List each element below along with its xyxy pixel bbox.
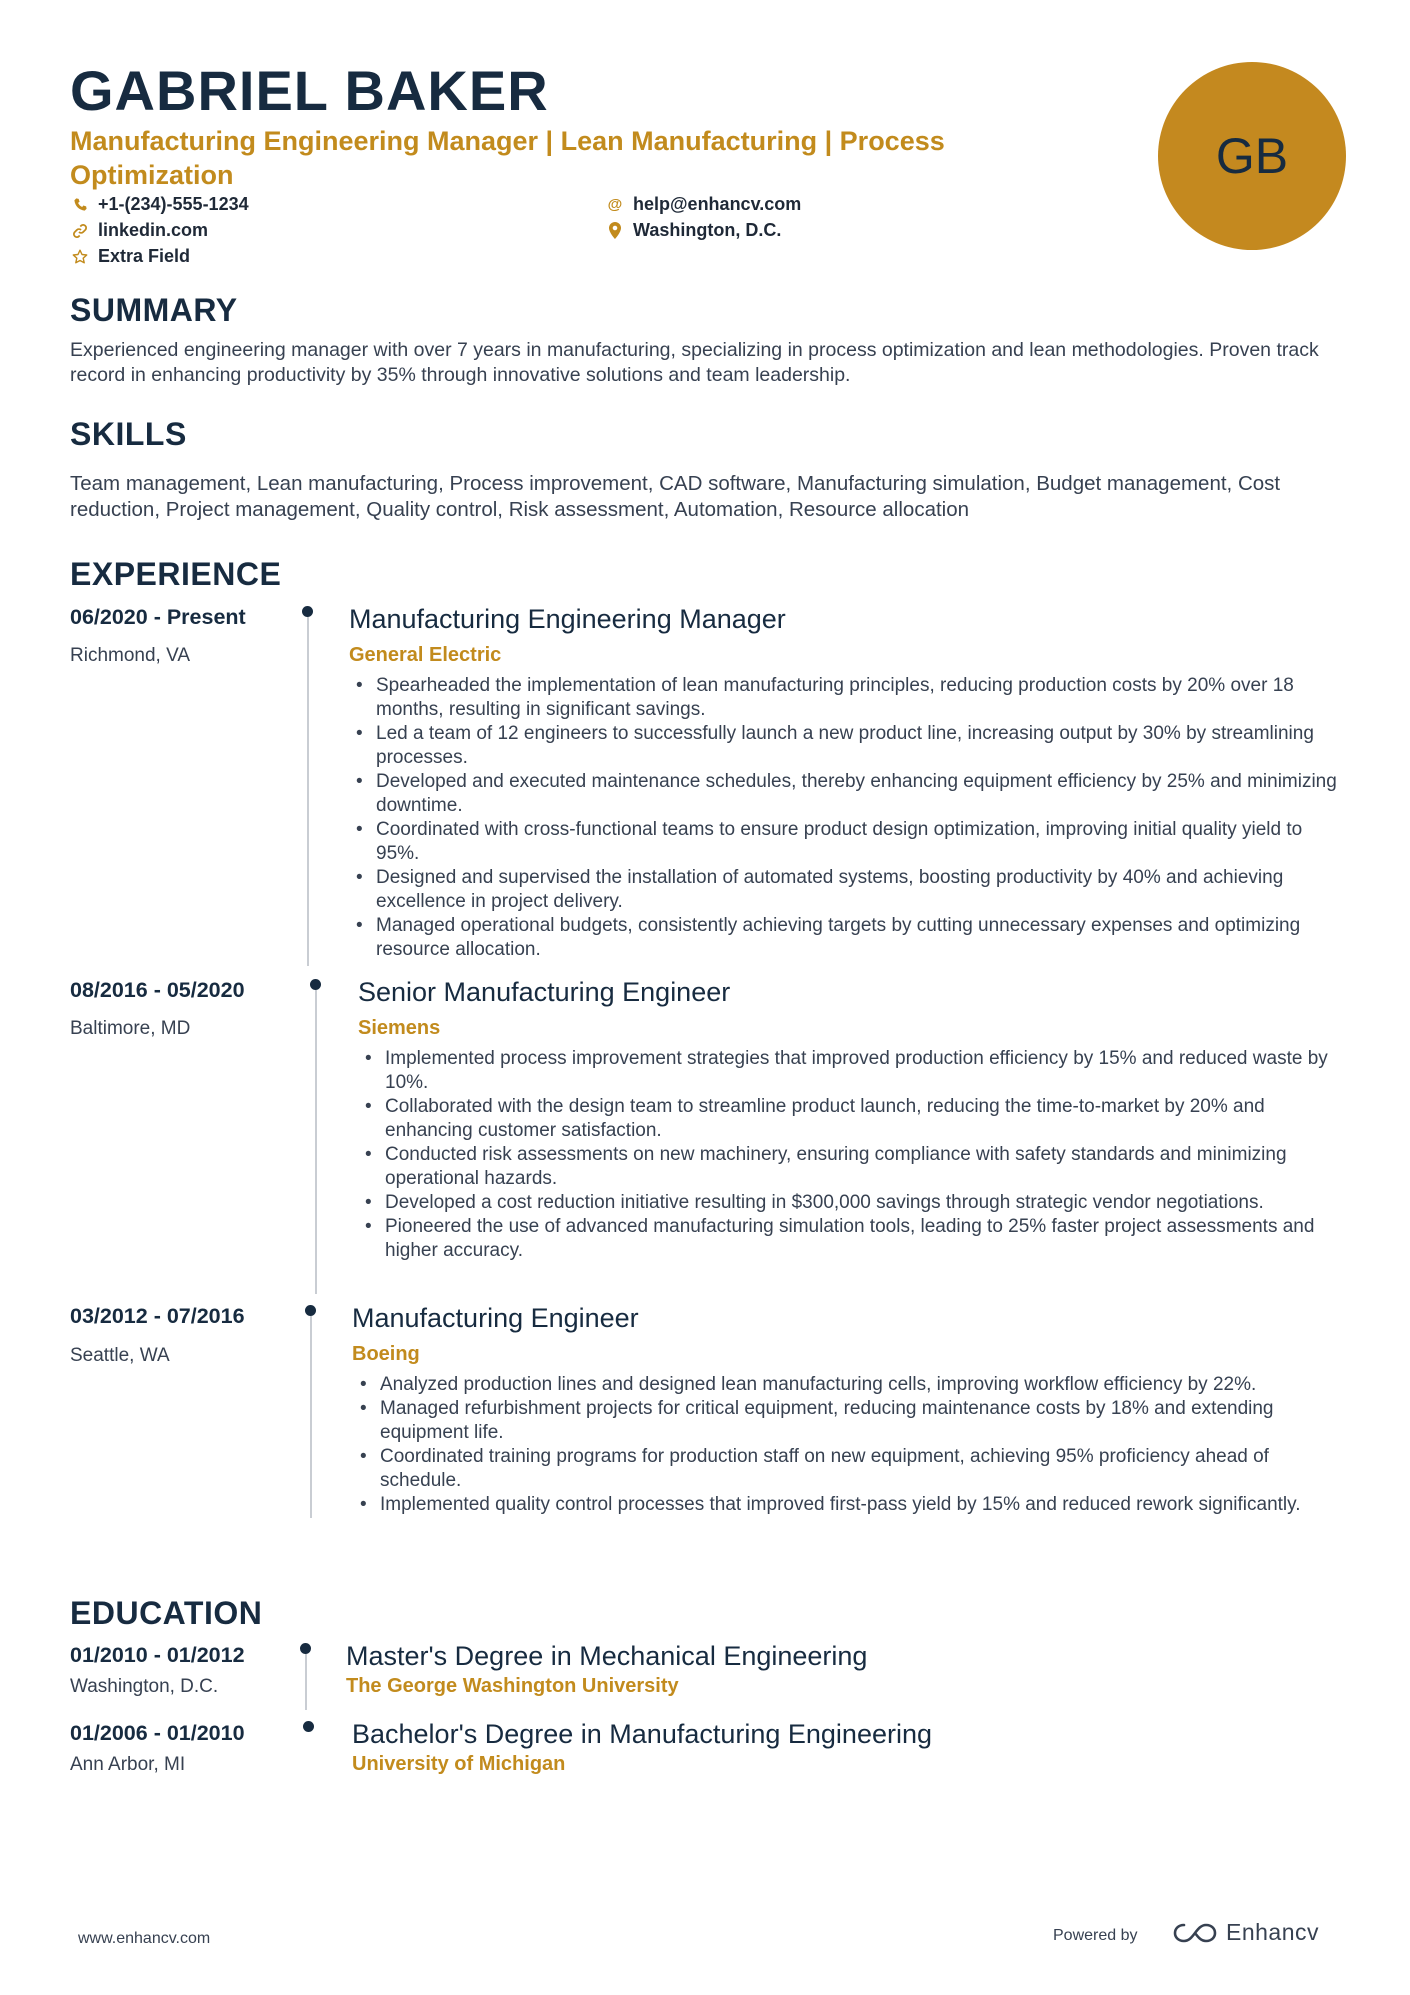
list-item: • Developed a cost reduction initiative resulting in $300,000 savings through strategic vendor negotiations. — [359, 1191, 1339, 1215]
experience-3-bullets — [354, 1373, 1344, 1517]
link-icon — [70, 221, 90, 241]
contact-phone[interactable] — [70, 194, 249, 215]
phone-icon — [70, 195, 90, 215]
timeline-line — [305, 1654, 307, 1710]
footer-powered-by: Powered by — [1053, 1927, 1138, 1944]
experience-1-location: Richmond, VA — [70, 645, 191, 666]
list-item: • Coordinated with cross-functional teams to ensure product design optimization, improving initial quality yield to 95%. — [350, 818, 1340, 866]
star-icon — [70, 247, 90, 267]
experience-3-role: Manufacturing Engineer — [352, 1303, 639, 1333]
avatar-initials: GB — [1215, 128, 1289, 184]
timeline-line — [310, 1316, 312, 1518]
education-1-dates: 01/2010 - 01/2012 — [70, 1643, 245, 1667]
experience-2-location: Baltimore, MD — [70, 1018, 191, 1039]
experience-1-bullets — [350, 674, 1340, 962]
experience-2-company: Siemens — [358, 1017, 441, 1039]
timeline-dot — [305, 1305, 316, 1316]
experience-1-role: Manufacturing Engineering Manager — [349, 604, 786, 634]
list-item: • Pioneered the use of advanced manufacturing simulation tools, leading to 25% faster project assessments and higher accuracy. — [359, 1215, 1339, 1263]
footer-brand-name: Enhancv — [1226, 1919, 1320, 1945]
list-item: • Conducted risk assessments on new machinery, ensuring compliance with safety standards and minimizing operational hazards. — [359, 1143, 1339, 1191]
timeline-dot — [310, 979, 321, 990]
phone-text: +1-(234)-555-1234 — [98, 194, 249, 214]
skills-text: Team management, Lean manufacturing, Process improvement, CAD software, Manufacturing simulation, Budget management, Cost reduction, Project management, Quality control, Risk assessment, Automation, Resource allocation — [70, 472, 1281, 521]
list-item: • Implemented process improvement strategies that improved production efficiency by 15% and reduced waste by 10%. — [359, 1047, 1339, 1095]
extra-text: Extra Field — [98, 246, 191, 266]
avatar — [1158, 62, 1346, 250]
education-2-school: University of Michigan — [352, 1753, 566, 1775]
experience-3-dates: 03/2012 - 07/2016 — [70, 1304, 245, 1328]
email-text: help@enhancv.com — [633, 194, 802, 214]
experience-2-role: Senior Manufacturing Engineer — [358, 977, 731, 1007]
location-pin-icon — [605, 221, 625, 241]
candidate-headline: Manufacturing Engineering Manager | Lean Manufacturing | Process Optimization — [70, 126, 945, 190]
education-heading: EDUCATION — [70, 1595, 263, 1631]
education-2-location: Ann Arbor, MI — [70, 1754, 186, 1775]
education-1-school: The George Washington University — [346, 1675, 679, 1697]
summary-text: Experienced engineering manager with over 7 years in manufacturing, specializing in process optimization and lean methodologies. Proven track record in enhancing productivity by 35% through innovative solutions and team leadership. — [70, 339, 1319, 386]
location-text: Washington, D.C. — [633, 220, 782, 240]
list-item: • Managed operational budgets, consistently achieving targets by cutting unnecessary expenses and optimizing resource allocation. — [350, 914, 1340, 962]
list-item: • Implemented quality control processes that improved first-pass yield by 15% and reduced rework significantly. — [354, 1493, 1344, 1517]
timeline-line — [315, 990, 317, 1294]
list-item: • Developed and executed maintenance schedules, thereby enhancing equipment efficiency by 25% and minimizing downtime. — [350, 770, 1340, 818]
experience-1-dates: 06/2020 - Present — [70, 605, 246, 629]
contact-linkedin[interactable] — [70, 220, 208, 241]
footer-website-link[interactable]: www.enhancv.com — [78, 1930, 211, 1947]
list-item: • Collaborated with the design team to streamline product launch, reducing the time-to-market by 20% and enhancing customer satisfaction. — [359, 1095, 1339, 1143]
timeline-line — [307, 617, 309, 966]
linkedin-text: linkedin.com — [98, 220, 209, 240]
list-item: • Analyzed production lines and designed lean manufacturing cells, improving workflow efficiency by 22%. — [354, 1373, 1344, 1397]
education-1-degree: Master's Degree in Mechanical Engineering — [346, 1641, 868, 1671]
experience-heading: EXPERIENCE — [70, 556, 282, 592]
skills-heading: SKILLS — [70, 416, 187, 452]
list-item: • Designed and supervised the installation of automated systems, boosting productivity by 40% and achieving excellence in project delivery. — [350, 866, 1340, 914]
contact-extra — [70, 246, 190, 267]
experience-2-bullets — [359, 1047, 1339, 1263]
contact-email[interactable] — [605, 194, 801, 215]
list-item: • Coordinated training programs for production staff on new equipment, achieving 95% proficiency ahead of schedule. — [354, 1445, 1344, 1493]
footer-brand-logo[interactable] — [1172, 1919, 1319, 1946]
timeline-dot — [302, 606, 313, 617]
infinity-logo-icon — [1172, 1921, 1218, 1945]
list-item: • Managed refurbishment projects for critical equipment, reducing maintenance costs by 18% and extending equipment life. — [354, 1397, 1344, 1445]
education-2-degree: Bachelor's Degree in Manufacturing Engineering — [352, 1719, 932, 1749]
candidate-name: GABRIEL BAKER — [70, 59, 549, 122]
list-item: • Spearheaded the implementation of lean manufacturing principles, reducing production costs by 20% over 18 months, resulting in significant savings. — [350, 674, 1340, 722]
list-item: • Led a team of 12 engineers to successfully launch a new product line, increasing output by 30% by streamlining processes. — [350, 722, 1340, 770]
experience-1-company: General Electric — [349, 644, 502, 666]
experience-3-location: Seattle, WA — [70, 1345, 170, 1366]
experience-2-dates: 08/2016 - 05/2020 — [70, 978, 245, 1002]
contact-location — [605, 220, 781, 241]
experience-3-company: Boeing — [352, 1343, 420, 1365]
at-icon: @ — [607, 196, 623, 213]
summary-heading: SUMMARY — [70, 292, 238, 328]
timeline-dot — [303, 1721, 314, 1732]
education-1-location: Washington, D.C. — [70, 1676, 219, 1697]
timeline-dot — [300, 1643, 311, 1654]
education-2-dates: 01/2006 - 01/2010 — [70, 1721, 245, 1745]
